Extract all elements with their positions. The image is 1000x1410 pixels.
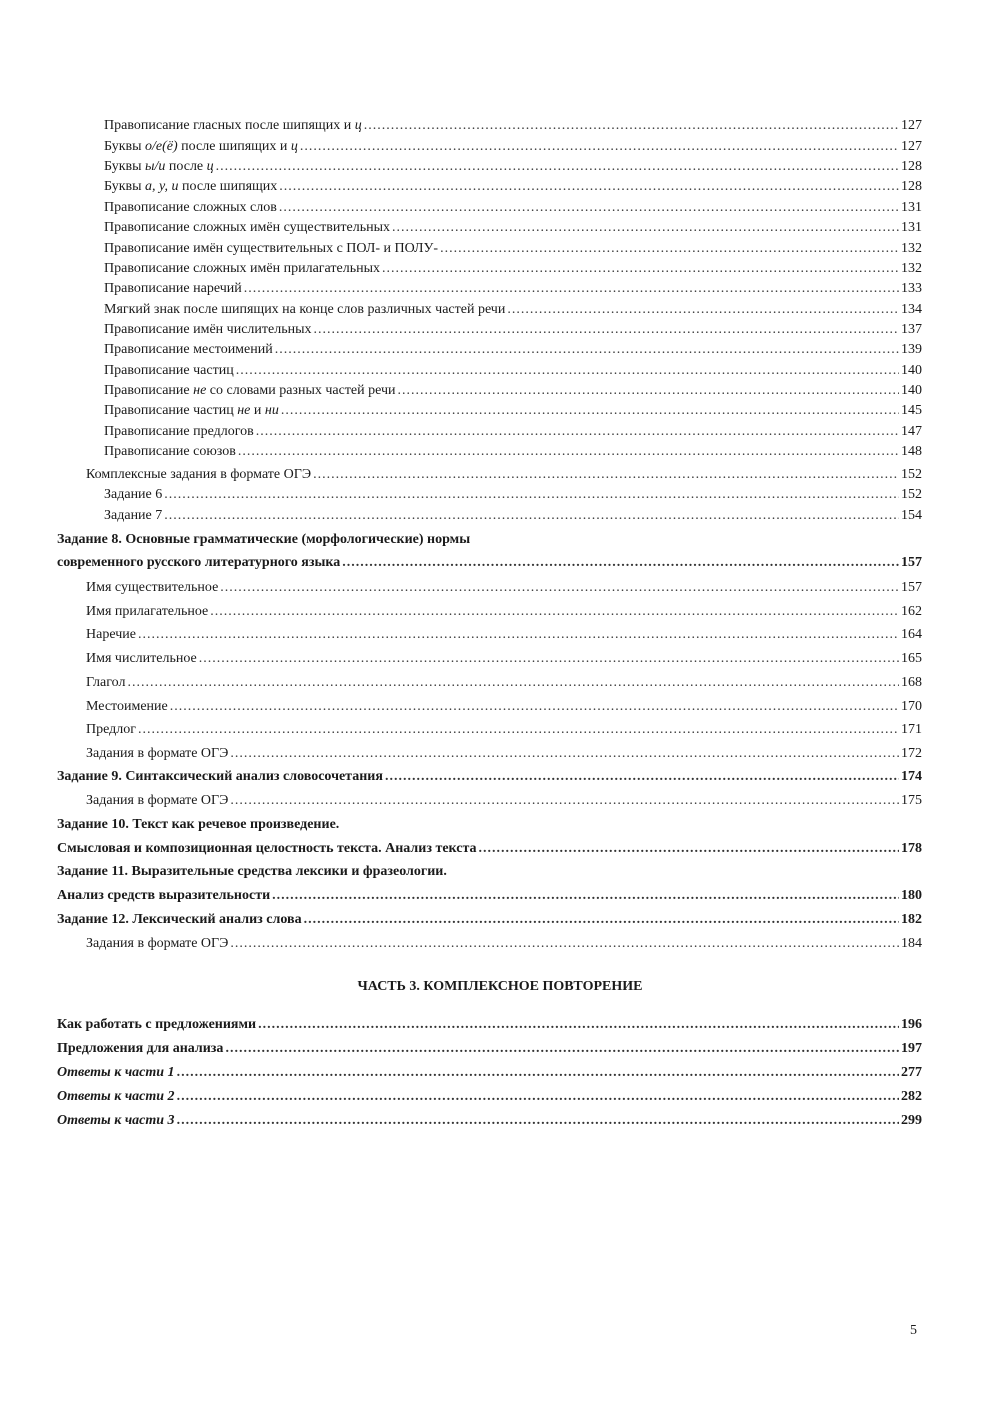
dot-leader [314, 321, 899, 339]
title-segment: после шипящих и [177, 138, 291, 154]
toc-entry[interactable] [104, 117, 922, 135]
toc-page-number: 180 [901, 888, 922, 903]
toc-entry[interactable] [86, 579, 922, 597]
toc-entry-title [104, 260, 380, 278]
toc-entry[interactable] [86, 626, 922, 644]
dot-leader [281, 402, 899, 420]
toc-entry-title [86, 579, 218, 597]
dot-leader [138, 626, 899, 644]
dot-leader [272, 887, 899, 905]
title-segment: Правописание [104, 383, 194, 398]
toc-entry-title [104, 507, 162, 525]
toc-entry-title [86, 745, 228, 763]
dot-leader [342, 554, 899, 572]
toc-entry-title [57, 768, 383, 786]
toc-page-number: 127 [901, 118, 922, 133]
title-segment: Правописание имён существительных с ПОЛ- и ПОЛУ- [104, 241, 439, 256]
title-segment: о/е(ё) [145, 138, 178, 154]
toc-entry[interactable] [86, 792, 922, 810]
toc-entry-title [86, 466, 311, 484]
toc-page-number: 277 [901, 1065, 922, 1080]
toc-page-number: 174 [901, 769, 922, 784]
toc-page-number: 140 [901, 363, 922, 378]
toc-page-number: 172 [901, 746, 922, 761]
dot-leader [279, 178, 899, 196]
toc-entry-title [104, 199, 277, 217]
toc-page-number: 182 [901, 912, 922, 927]
toc-entry-title [57, 911, 302, 929]
toc-entry[interactable] [86, 674, 922, 692]
title-segment: Задание 6 [104, 487, 163, 502]
dot-leader [392, 219, 899, 237]
dot-leader [220, 579, 899, 597]
title-segment: Задание 7 [104, 508, 163, 523]
toc-entry[interactable] [104, 402, 922, 420]
toc-entry-title [104, 443, 236, 461]
title-segment: Предложения для анализа [57, 1041, 224, 1056]
toc-entry[interactable] [86, 650, 922, 668]
dot-leader [507, 301, 899, 319]
title-segment: Предлог [86, 722, 136, 737]
toc-page-number: 178 [901, 841, 922, 856]
toc-entry-title [104, 117, 362, 135]
dot-leader [127, 674, 899, 692]
toc-entry-title [104, 402, 279, 420]
dot-leader [238, 443, 899, 461]
toc-page-number: 132 [901, 241, 922, 256]
title-segment: Ответы к части 1 [57, 1065, 175, 1080]
part-3-heading: ЧАСТЬ 3. КОМПЛЕКСНОЕ ПОВТОРЕНИЕ [357, 979, 643, 994]
title-segment: Наречие [86, 627, 136, 642]
toc-page-number: 282 [901, 1089, 922, 1104]
dot-leader [256, 423, 899, 441]
title-segment: Как работать с предложениями [57, 1017, 257, 1032]
title-segment: и [250, 403, 265, 418]
toc-entry-title [104, 219, 390, 237]
toc-entry[interactable] [104, 260, 922, 278]
toc-entry-title [57, 1016, 256, 1034]
toc-page-number: 196 [901, 1017, 922, 1032]
title-segment: Имя существительное [86, 580, 219, 595]
title-segment: Правописание наречий [104, 281, 242, 296]
toc-entry[interactable] [104, 199, 922, 217]
title-segment: Правописание частиц [104, 363, 234, 378]
title-segment: ни [264, 403, 279, 418]
toc-entry[interactable] [104, 178, 922, 196]
toc-entry-title [86, 650, 197, 668]
dot-leader [275, 341, 899, 359]
title-segment: Правописание союзов [104, 444, 236, 459]
title-segment: после шипящих [178, 179, 278, 194]
dot-leader [230, 745, 899, 763]
toc-page-number: 137 [901, 322, 922, 337]
toc-entry[interactable] [57, 531, 922, 549]
title-segment: Правописание сложных имён прилагательных [104, 261, 380, 276]
toc-entry-title [57, 887, 270, 905]
toc-page-number: 152 [901, 487, 922, 502]
toc-entry-title [86, 603, 208, 621]
toc-page-number: 154 [901, 508, 922, 523]
dot-leader [440, 240, 899, 258]
toc-entry-title [104, 138, 298, 156]
toc-entry-title [57, 554, 340, 572]
toc-page-number: 157 [901, 555, 922, 570]
toc-entry[interactable] [104, 507, 922, 525]
title-segment: Правописание имён числительных [104, 322, 312, 337]
title-segment: Правописание местоимений [104, 342, 273, 357]
toc-page-number: 140 [901, 383, 922, 398]
toc-entry-title [104, 158, 214, 176]
title-segment: ы/и [145, 159, 166, 174]
toc-entry[interactable] [57, 1112, 922, 1130]
toc-entry[interactable] [57, 1064, 922, 1082]
toc-entry[interactable] [57, 816, 922, 834]
toc-entry[interactable] [57, 887, 922, 905]
dot-leader [279, 199, 899, 217]
toc-entry[interactable] [104, 362, 922, 380]
dot-leader [164, 507, 899, 525]
toc-entry[interactable] [104, 219, 922, 237]
toc-entry-title [104, 301, 505, 319]
toc-entry[interactable] [104, 301, 922, 319]
toc-entry-title [104, 280, 242, 298]
toc-entry[interactable] [104, 158, 922, 176]
toc-entry[interactable] [104, 138, 922, 156]
title-segment: Анализ средств выразительности [57, 888, 271, 903]
toc-entry-title [104, 362, 234, 380]
title-segment: Задание 11. Выразительные средства лексики и фразеологии. [57, 864, 447, 879]
toc-page-number: 170 [901, 699, 922, 714]
toc-entry[interactable] [104, 321, 922, 339]
toc-page-number: 299 [901, 1113, 922, 1128]
dot-leader [230, 935, 899, 953]
title-segment: Задание 9. Синтаксический анализ словосочетания [57, 769, 383, 784]
title-segment: Задание 12. Лексический анализ слова [57, 912, 302, 927]
toc-entry[interactable] [57, 1088, 922, 1106]
toc-page-number: 131 [901, 200, 922, 215]
toc-page-number: 131 [901, 220, 922, 235]
title-segment: Задания в формате ОГЭ [86, 936, 229, 951]
toc-entry[interactable] [104, 443, 922, 461]
toc-page-number: 133 [901, 281, 922, 296]
toc-page-number: 139 [901, 342, 922, 357]
title-segment: Задания в формате ОГЭ [86, 746, 229, 761]
toc-entry[interactable] [86, 466, 922, 484]
toc-entry[interactable] [57, 768, 922, 786]
toc-entry-title [104, 382, 396, 400]
dot-leader [177, 1112, 899, 1130]
dot-leader [304, 911, 899, 929]
dot-leader [313, 466, 899, 484]
dot-leader [258, 1016, 899, 1034]
toc-entry[interactable] [104, 280, 922, 298]
toc-page-number: 162 [901, 604, 922, 619]
title-segment: Смысловая и композиционная целостность текста. Анализ текста [57, 841, 477, 856]
title-segment: Задания в формате ОГЭ [86, 793, 229, 808]
dot-leader [382, 260, 899, 278]
toc-entry[interactable] [104, 240, 922, 258]
title-segment: Ответы к части 3 [57, 1113, 175, 1128]
toc-page-number: 127 [901, 138, 922, 154]
toc-entry-title [57, 863, 447, 881]
title-segment: после [165, 159, 207, 174]
toc-page-number: 132 [901, 261, 922, 276]
toc-page-number: 128 [901, 179, 922, 194]
dot-leader [177, 1064, 899, 1082]
toc-entry-title [57, 816, 339, 834]
toc-page-number: 168 [901, 675, 922, 690]
toc-entry[interactable] [104, 423, 922, 441]
toc-entry-title [86, 792, 228, 810]
title-segment: Правописание частиц [104, 403, 238, 418]
toc-entry-title [86, 698, 168, 716]
toc-entry[interactable] [57, 1040, 922, 1058]
toc-entry[interactable] [57, 554, 922, 572]
dot-leader [138, 721, 899, 739]
dot-leader [210, 603, 899, 621]
toc-entry-title [86, 674, 125, 692]
toc-entry-title [57, 840, 477, 858]
title-segment: не [193, 383, 207, 398]
toc-page-number: 171 [901, 722, 922, 737]
title-segment: Имя числительное [86, 651, 197, 666]
toc-entry-title [104, 240, 438, 258]
title-segment: Мягкий знак после шипящих на конце слов различных частей речи [104, 302, 506, 317]
title-segment: Правописание сложных имён существительных [104, 220, 391, 235]
dot-leader [164, 486, 899, 504]
title-segment: ц [290, 138, 298, 154]
title-segment: со словами разных частей речи [206, 383, 396, 398]
toc-entry-title [104, 423, 254, 441]
title-segment: Правописание предлогов [104, 424, 254, 439]
title-segment: Буквы [104, 138, 146, 154]
toc-entry-title [57, 1112, 175, 1130]
title-segment: Местоимение [86, 699, 168, 714]
dot-leader [364, 117, 899, 135]
toc-entry-title [57, 1040, 223, 1058]
title-segment: Буквы [104, 159, 146, 174]
toc-entry-title [86, 935, 228, 953]
title-segment: Правописание сложных слов [104, 200, 277, 215]
title-segment: Буквы [104, 179, 146, 194]
dot-leader [398, 382, 899, 400]
toc-page-number: 175 [901, 793, 922, 808]
title-segment: а, у, и [145, 179, 179, 194]
toc-entry-title [104, 341, 273, 359]
toc-page-number: 134 [901, 302, 922, 317]
toc-entry[interactable] [86, 603, 922, 621]
dot-leader [300, 138, 899, 156]
toc-entry[interactable] [86, 745, 922, 763]
toc-entry-title [104, 486, 162, 504]
dot-leader [170, 698, 899, 716]
toc-entry-title [104, 178, 277, 196]
toc-entry-title [86, 626, 136, 644]
title-segment: Ответы к части 2 [57, 1089, 175, 1104]
dot-leader [385, 768, 899, 786]
toc-page-number: 145 [901, 403, 922, 418]
toc-page-number: 197 [901, 1041, 922, 1056]
title-segment: ц [206, 159, 214, 174]
toc-entry-title [86, 721, 136, 739]
dot-leader [225, 1040, 899, 1058]
toc-entry[interactable] [57, 1016, 922, 1034]
toc-page-number: 152 [901, 467, 922, 482]
toc-page-number: 148 [901, 444, 922, 459]
title-segment: современного русского литературного языка [57, 555, 341, 570]
toc-page-number: 147 [901, 424, 922, 439]
toc-page-number: 165 [901, 651, 922, 666]
title-segment: Комплексные задания в формате ОГЭ [86, 467, 312, 482]
page-number: 5 [910, 1323, 917, 1338]
toc-entry[interactable] [57, 840, 922, 858]
title-segment: ц [354, 118, 362, 133]
dot-leader [236, 362, 899, 380]
dot-leader [177, 1088, 899, 1106]
toc-entry[interactable] [57, 911, 922, 929]
toc-entry[interactable] [104, 341, 922, 359]
dot-leader [199, 650, 899, 668]
title-segment: Задание 8. Основные грамматические (морфологические) нормы [57, 532, 471, 547]
toc-entry[interactable] [104, 486, 922, 504]
toc-page-number: 164 [901, 627, 922, 642]
dot-leader [479, 840, 899, 858]
toc-entry[interactable] [57, 863, 922, 881]
dot-leader [216, 158, 899, 176]
toc-entry[interactable] [104, 382, 922, 400]
toc-entry-title [57, 531, 470, 549]
toc-entry[interactable] [86, 721, 922, 739]
title-segment: Задание 10. Текст как речевое произведение. [57, 817, 340, 832]
dot-leader [230, 792, 899, 810]
toc-entry-title [57, 1088, 175, 1106]
title-segment: Имя прилагательное [86, 604, 209, 619]
title-segment: Глагол [86, 675, 126, 690]
toc-entry[interactable] [86, 698, 922, 716]
toc-page-number: 184 [901, 936, 922, 951]
toc-entry[interactable] [86, 935, 922, 953]
toc-entry-title [57, 1064, 175, 1082]
title-segment: не [237, 403, 251, 418]
toc-page-number: 157 [901, 580, 922, 595]
toc-entry-title [104, 321, 312, 339]
title-segment: Правописание гласных после шипящих и [104, 118, 355, 133]
toc-page-number: 128 [901, 159, 922, 174]
dot-leader [244, 280, 899, 298]
